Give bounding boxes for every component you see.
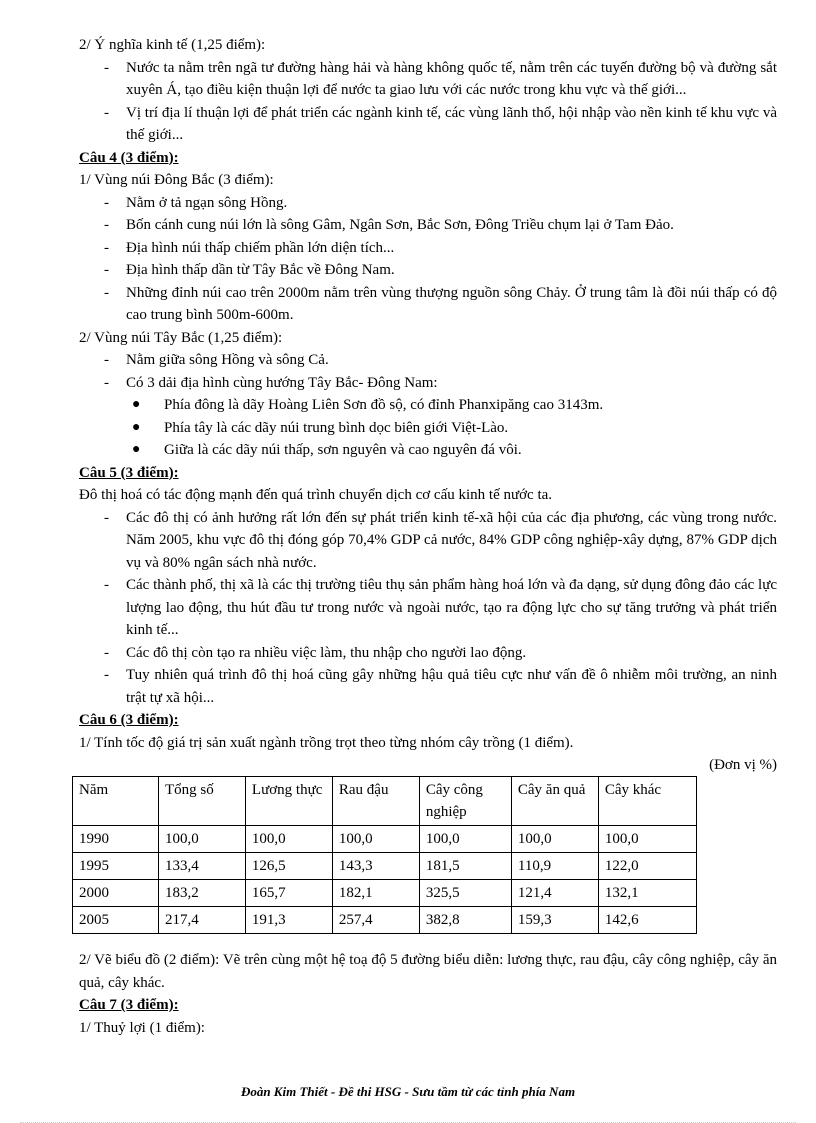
table-header-cell: Cây ăn quả bbox=[511, 777, 598, 826]
list-item: - Địa hình thấp dần từ Tây Bắc về Đông Nam. bbox=[104, 262, 395, 278]
document-body bbox=[79, 34, 777, 1039]
list-item: - Các thành phố, thị xã là các thị trường tiêu thụ sản phẩm hàng hoá lớn và đa dạng, sử dụng đông đảo các lực lượng lao động, thu hút đầu tư trong nước và ngoài nước, tạo ra động lực cho sự tăng trưởng và phát triển kinh tế... bbox=[104, 577, 777, 638]
list-item: - Nằm ở tả ngạn sông Hồng. bbox=[104, 194, 288, 211]
table-cell: 165,7 bbox=[245, 880, 332, 907]
table-cell: 1995 bbox=[73, 853, 159, 880]
table-cell: 217,4 bbox=[158, 907, 245, 934]
list-item: - Nước ta nằm trên ngã tư đường hàng hải và hàng không quốc tế, nằm trên các tuyến đường bộ và đường sắt xuyên Á, tạo điều kiện thuận lợi để nước ta giao lưu với các nước trong khu vực và thế giới... bbox=[104, 59, 777, 98]
table-cell: 122,0 bbox=[598, 853, 696, 880]
paragraph: 2/ Vẽ biểu đồ (2 điểm): Vẽ trên cùng một hệ toạ độ 5 đường biểu diễn: lương thực, rau đậu, cây công nghiệp, cây ăn quả, cây khác. bbox=[79, 952, 777, 991]
table-cell: 325,5 bbox=[419, 880, 511, 907]
table-cell: 183,2 bbox=[158, 880, 245, 907]
table-row bbox=[73, 826, 697, 853]
table-cell: 100,0 bbox=[332, 826, 419, 853]
table-cell: 100,0 bbox=[511, 826, 598, 853]
list-item: - Những đỉnh núi cao trên 2000m nằm trên vùng thượng nguồn sông Chảy. Ở trung tâm là đồi núi thấp có độ cao trung bình 500m-600m. bbox=[104, 284, 777, 323]
table-cell: 100,0 bbox=[598, 826, 696, 853]
list-item: - Địa hình núi thấp chiếm phần lớn diện tích... bbox=[104, 239, 395, 256]
table-cell: 132,1 bbox=[598, 880, 696, 907]
table-cell: 110,9 bbox=[511, 853, 598, 880]
question-heading: Câu 5 (3 điểm): bbox=[79, 464, 179, 481]
table-cell: 100,0 bbox=[158, 826, 245, 853]
table-header-cell: Năm bbox=[73, 777, 159, 826]
bullet-icon: ● bbox=[132, 442, 141, 457]
table-cell: 126,5 bbox=[245, 853, 332, 880]
table-cell: 181,5 bbox=[419, 853, 511, 880]
table-cell: 2000 bbox=[73, 880, 159, 907]
table-header-cell: Tổng số bbox=[158, 777, 245, 826]
table-cell: 159,3 bbox=[511, 907, 598, 934]
section-title: 2/ Vùng núi Tây Bắc (1,25 điểm): bbox=[79, 329, 283, 346]
section-title: 1/ Tính tốc độ giá trị sản xuất ngành trồng trọt theo từng nhóm cây trồng (1 điểm). bbox=[79, 734, 574, 751]
data-table bbox=[72, 776, 697, 934]
list-item: - Vị trí địa lí thuận lợi để phát triển các ngành kinh tế, các vùng lãnh thổ, hội nhập vào nền kinh tế khu vực và thế giới... bbox=[104, 104, 777, 143]
table-cell: 257,4 bbox=[332, 907, 419, 934]
table-row bbox=[73, 853, 697, 880]
bullet-item: ● Phía tây là các dãy núi trung bình dọc biên giới Việt-Lào. bbox=[79, 417, 777, 440]
bullet-icon: ● bbox=[132, 419, 141, 435]
section-title: 2/ Ý nghĩa kinh tế (1,25 điểm): bbox=[79, 37, 266, 53]
table-cell: 382,8 bbox=[419, 907, 511, 934]
table-cell: 121,4 bbox=[511, 880, 598, 907]
section-title: 1/ Thuỷ lợi (1 điểm): bbox=[79, 1019, 205, 1036]
table-header-cell: Cây công nghiệp bbox=[419, 777, 511, 826]
list-item: - Các đô thị còn tạo ra nhiều việc làm, thu nhập cho người lao động. bbox=[104, 644, 527, 661]
section-title: 1/ Vùng núi Đông Bắc (3 điểm): bbox=[79, 172, 274, 188]
table-cell: 100,0 bbox=[419, 826, 511, 853]
table-cell: 191,3 bbox=[245, 907, 332, 934]
table-row bbox=[73, 907, 697, 934]
table-cell: 143,3 bbox=[332, 853, 419, 880]
table-header-row bbox=[73, 777, 697, 826]
table-cell: 182,1 bbox=[332, 880, 419, 907]
table-cell: 1990 bbox=[73, 826, 159, 853]
table-header-cell: Cây khác bbox=[598, 777, 696, 826]
bullet-item: ● Phía đông là dãy Hoàng Liên Sơn đồ sộ, có đỉnh Phanxipăng cao 3143m. bbox=[79, 394, 777, 417]
table-cell: 133,4 bbox=[158, 853, 245, 880]
paragraph: Đô thị hoá có tác động mạnh đến quá trình chuyển dịch cơ cấu kinh tế nước ta. bbox=[79, 487, 553, 503]
list-item: - Nằm giữa sông Hồng và sông Cả. bbox=[104, 352, 329, 368]
question-heading: Câu 7 (3 điểm): bbox=[79, 997, 179, 1013]
bullet-item: ● Giữa là các dãy núi thấp, sơn nguyên và cao nguyên đá vôi. bbox=[79, 439, 777, 462]
list-item: - Có 3 dải địa hình cùng hướng Tây Bắc- Đông Nam: bbox=[104, 374, 438, 391]
bullet-icon: ● bbox=[132, 397, 141, 412]
list-item: - Bốn cánh cung núi lớn là sông Gâm, Ngân Sơn, Bắc Sơn, Đông Triều chụm lại ở Tam Đảo. bbox=[104, 217, 674, 233]
table-row bbox=[73, 880, 697, 907]
list-item: - Tuy nhiên quá trình đô thị hoá cũng gây những hậu quả tiêu cực như vấn đề ô nhiễm môi trường, an ninh trật tự xã hội... bbox=[104, 667, 777, 706]
unit-label: (Đơn vị %) bbox=[709, 757, 777, 773]
table-header-cell: Lương thực bbox=[245, 777, 332, 826]
page-footer: Đoàn Kim Thiết - Đề thi HSG - Sưu tầm từ các tỉnh phía Nam bbox=[240, 1084, 576, 1099]
table-cell: 2005 bbox=[73, 907, 159, 934]
question-heading: Câu 6 (3 điểm): bbox=[79, 712, 179, 728]
table-header-cell: Rau đậu bbox=[332, 777, 419, 826]
table-cell: 100,0 bbox=[245, 826, 332, 853]
list-item: - Các đô thị có ảnh hưởng rất lớn đến sự phát triển kinh tế-xã hội của các địa phương, các vùng trong nước. Năm 2005, khu vực đô thị đóng góp 70,4% GDP cả nước, 84% GDP công nghiệp-xây dựng, 87% GDP dịch vụ và 80% ngân sách nhà nước. bbox=[104, 509, 777, 571]
table-cell: 142,6 bbox=[598, 907, 696, 934]
question-heading: Câu 4 (3 điểm): bbox=[79, 149, 179, 166]
